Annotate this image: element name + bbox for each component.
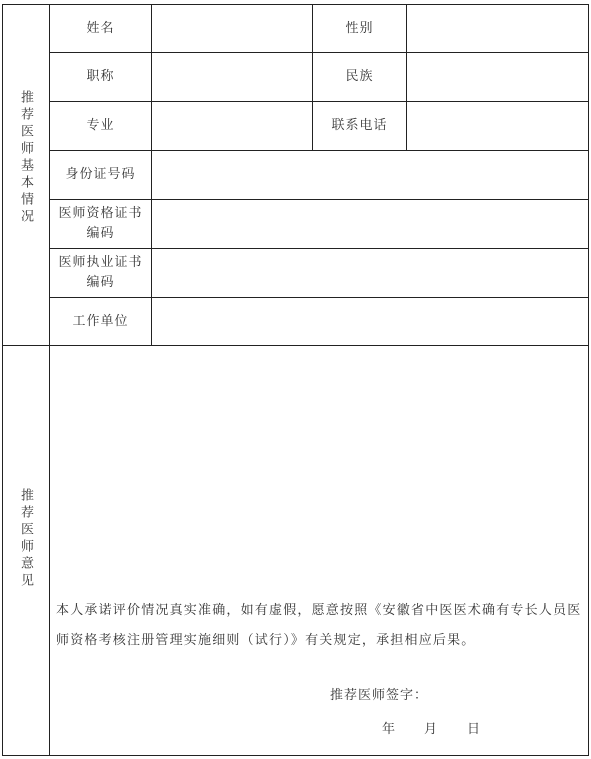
field-title[interactable] bbox=[152, 53, 312, 101]
label-ethnicity: 民族 bbox=[345, 69, 374, 84]
label-workplace: 工作单位 bbox=[72, 313, 129, 329]
date-month: 月 bbox=[424, 722, 439, 737]
table-border-bottom bbox=[2, 755, 589, 756]
field-id-number[interactable] bbox=[152, 151, 588, 199]
label-practice-cert bbox=[50, 249, 151, 297]
field-workplace[interactable] bbox=[152, 298, 588, 345]
field-qualification-cert[interactable] bbox=[152, 200, 588, 248]
field-opinion[interactable] bbox=[50, 346, 588, 586]
date-day: 日 bbox=[467, 722, 482, 737]
signature-field[interactable] bbox=[430, 680, 580, 704]
label-line: 医师资格证书 bbox=[58, 206, 143, 221]
field-phone[interactable] bbox=[407, 102, 588, 150]
section-title-opinion: 推荐医师意见 bbox=[18, 488, 33, 590]
table-border-left bbox=[2, 4, 3, 756]
label-name: 姓名 bbox=[86, 20, 115, 36]
label-phone: 联系电话 bbox=[331, 118, 388, 133]
field-gender[interactable] bbox=[407, 5, 588, 52]
label-line: 编码 bbox=[86, 275, 115, 290]
field-practice-cert[interactable] bbox=[152, 249, 588, 297]
table-border-right bbox=[588, 4, 589, 756]
label-line: 编码 bbox=[86, 226, 115, 241]
section-title-basic-info: 推荐医师基本情况 bbox=[18, 90, 33, 226]
label-qualification-cert bbox=[50, 200, 151, 248]
label-gender: 性别 bbox=[345, 20, 374, 36]
label-specialty: 专业 bbox=[86, 118, 115, 133]
commitment-statement: 本人承诺评价情况真实准确，如有虚假，愿意按照《安徽省中医医术确有专长人员医师资格考核注册管理实施细则（试行）》有关规定，承担相应后果。 bbox=[56, 603, 582, 648]
field-ethnicity[interactable] bbox=[407, 53, 588, 101]
label-title: 职称 bbox=[86, 69, 115, 84]
signature-label: 推荐医师签字： bbox=[330, 688, 429, 703]
date-year: 年 bbox=[382, 722, 397, 737]
field-specialty[interactable] bbox=[152, 102, 312, 150]
label-line: 医师执业证书 bbox=[58, 255, 143, 270]
label-id-number: 身份证号码 bbox=[65, 167, 136, 182]
field-name[interactable] bbox=[152, 5, 312, 52]
